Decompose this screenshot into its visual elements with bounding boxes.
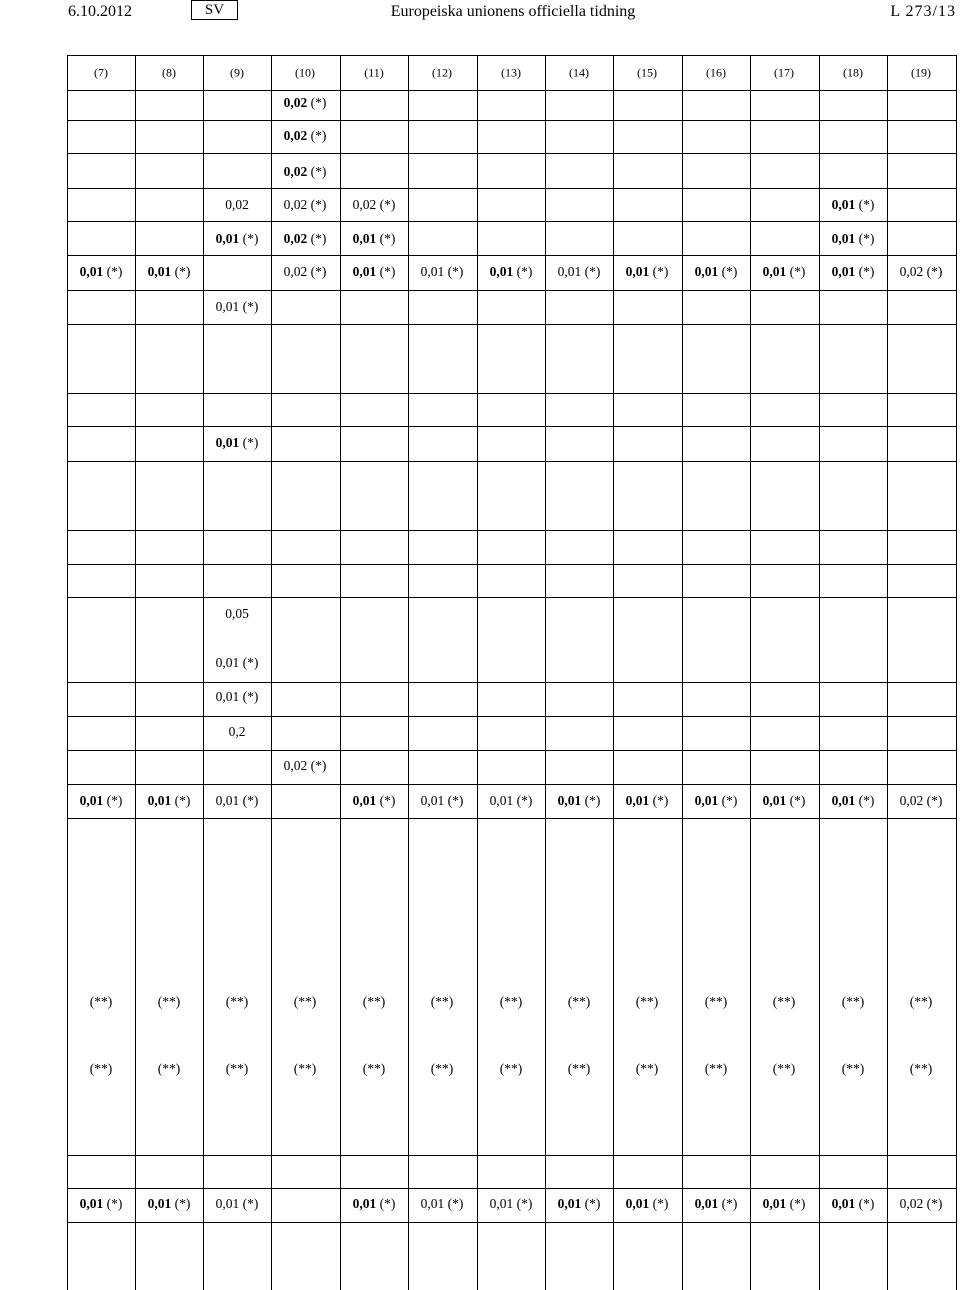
table-cell	[203, 606, 271, 622]
cell-value: 0,01	[215, 689, 240, 704]
table-cell	[271, 264, 339, 280]
row-rule	[67, 1188, 956, 1189]
table-cell	[203, 435, 271, 451]
cell-value: 0,01	[352, 1196, 377, 1211]
table-cell	[408, 793, 476, 809]
cell-value: (**)	[157, 994, 181, 1009]
cell-value: 0,01	[831, 197, 856, 212]
cell-value: (**)	[841, 994, 865, 1009]
table-cell	[819, 197, 887, 213]
cell-value: (**)	[499, 1061, 523, 1076]
cell-footnote-marker: (*)	[855, 1196, 875, 1211]
table-cell	[408, 264, 476, 280]
cell-footnote-marker: (*)	[855, 231, 875, 246]
row-rule	[67, 597, 956, 598]
cell-value: 0,01	[694, 793, 719, 808]
table-cell	[545, 264, 613, 280]
row-rule	[67, 750, 956, 751]
cell-value: 0,01	[694, 1196, 719, 1211]
cell-value: (**)	[89, 994, 113, 1009]
column-rule	[750, 55, 751, 1290]
cell-value: (**)	[225, 1061, 249, 1076]
column-header: (18)	[843, 65, 863, 80]
cell-footnote-marker: (*)	[786, 793, 806, 808]
table-cell	[682, 1196, 750, 1212]
row-rule	[67, 393, 956, 394]
table-cell	[203, 689, 271, 705]
table-cell	[271, 758, 339, 774]
column-rule	[682, 55, 683, 1290]
column-header: (16)	[706, 65, 726, 80]
cell-footnote-marker: (*)	[307, 164, 327, 179]
table-cell	[750, 793, 818, 809]
table-cell	[271, 128, 339, 144]
row-rule	[67, 255, 956, 256]
cell-footnote-marker: (*)	[444, 793, 464, 808]
cell-value: 0,01	[625, 1196, 650, 1211]
row-rule	[67, 461, 956, 462]
table-cell	[67, 793, 135, 809]
table-cell	[135, 793, 203, 809]
cell-value: 0,01	[557, 264, 582, 279]
column-rule	[887, 55, 888, 1290]
cell-value: 0,01	[831, 264, 856, 279]
table-cell	[203, 299, 271, 315]
cell-footnote-marker: (*)	[444, 1196, 464, 1211]
column-rule	[956, 55, 957, 1290]
table-cell	[271, 1061, 339, 1077]
table-cell	[203, 655, 271, 671]
cell-value: (**)	[157, 1061, 181, 1076]
cell-footnote-marker: (*)	[307, 758, 327, 773]
cell-footnote-marker: (*)	[513, 793, 533, 808]
cell-value: 0,01	[352, 231, 377, 246]
table-cell	[887, 793, 955, 809]
cell-footnote-marker: (*)	[855, 197, 875, 212]
cell-value: 0,01	[215, 655, 240, 670]
column-rule	[477, 55, 478, 1290]
table-cell	[750, 1196, 818, 1212]
table-cell	[340, 994, 408, 1010]
table-cell	[819, 793, 887, 809]
table-cell	[135, 1196, 203, 1212]
cell-value: 0,02	[283, 164, 308, 179]
table-cell	[545, 1061, 613, 1077]
row-rule	[67, 153, 956, 154]
row-rule	[67, 1222, 956, 1223]
table-cell	[340, 793, 408, 809]
cell-value: 0,02	[283, 231, 308, 246]
cell-footnote-marker: (*)	[376, 793, 396, 808]
cell-value: 0,01	[557, 793, 582, 808]
cell-value: 0,01	[762, 793, 787, 808]
cell-value: (**)	[704, 994, 728, 1009]
cell-value: 0,01	[420, 1196, 445, 1211]
column-header: (10)	[295, 65, 315, 80]
table-cell	[887, 994, 955, 1010]
cell-footnote-marker: (*)	[718, 264, 738, 279]
cell-value: 0,01	[762, 1196, 787, 1211]
cell-value: 0,01	[831, 793, 856, 808]
cell-value: (**)	[841, 1061, 865, 1076]
cell-value: (**)	[430, 1061, 454, 1076]
cell-footnote-marker: (*)	[581, 793, 601, 808]
cell-footnote-marker: (*)	[376, 264, 396, 279]
column-rule	[408, 55, 409, 1290]
column-header: (12)	[432, 65, 452, 80]
table-cell	[613, 1061, 681, 1077]
table-cell	[819, 264, 887, 280]
table-cell	[750, 1061, 818, 1077]
table-cell	[135, 1061, 203, 1077]
cell-value: (**)	[293, 994, 317, 1009]
cell-footnote-marker: (*)	[855, 264, 875, 279]
cell-value: 0,01	[215, 231, 240, 246]
cell-value: 0,01	[215, 435, 240, 450]
journal-title: Europeiska unionens officiella tidning	[390, 3, 636, 20]
table-cell	[477, 1196, 545, 1212]
header-rule	[67, 90, 956, 91]
cell-value: 0,01	[79, 264, 104, 279]
table-cell	[887, 1196, 955, 1212]
cell-footnote-marker: (*)	[718, 1196, 738, 1211]
cell-footnote-marker: (*)	[239, 1196, 259, 1211]
cell-footnote-marker: (*)	[649, 264, 669, 279]
cell-footnote-marker: (*)	[444, 264, 464, 279]
table-cell	[477, 994, 545, 1010]
column-header: (7)	[94, 65, 108, 80]
table-cell	[613, 994, 681, 1010]
column-rule	[67, 55, 68, 1290]
table-cell	[887, 264, 955, 280]
cell-value: 0,02	[283, 128, 308, 143]
cell-footnote-marker: (*)	[239, 793, 259, 808]
cell-footnote-marker: (*)	[718, 793, 738, 808]
cell-footnote-marker: (*)	[923, 793, 943, 808]
table-cell	[340, 1061, 408, 1077]
row-rule	[67, 426, 956, 427]
cell-value: (**)	[225, 994, 249, 1009]
table-cell	[340, 264, 408, 280]
table-cell	[340, 1196, 408, 1212]
cell-footnote-marker: (*)	[239, 435, 259, 450]
cell-footnote-marker: (*)	[649, 793, 669, 808]
cell-footnote-marker: (*)	[307, 231, 327, 246]
table-cell	[135, 264, 203, 280]
cell-value: 0,01	[147, 264, 172, 279]
cell-value: (**)	[293, 1061, 317, 1076]
cell-value: 0,01	[489, 264, 514, 279]
table-top-rule	[67, 55, 956, 56]
cell-footnote-marker: (*)	[239, 231, 259, 246]
cell-value: 0,2	[228, 724, 246, 739]
cell-footnote-marker: (*)	[376, 1196, 396, 1211]
table-cell	[477, 1061, 545, 1077]
cell-value: 0,01	[79, 1196, 104, 1211]
table-cell	[340, 231, 408, 247]
cell-value: 0,02	[899, 793, 924, 808]
cell-value: 0,01	[489, 793, 514, 808]
cell-value: 0,01	[420, 793, 445, 808]
cell-value: 0,02	[283, 197, 308, 212]
cell-footnote-marker: (*)	[581, 1196, 601, 1211]
column-header: (17)	[774, 65, 794, 80]
table-cell	[67, 1196, 135, 1212]
cell-value: 0,02	[283, 95, 308, 110]
cell-footnote-marker: (*)	[239, 689, 259, 704]
cell-footnote-marker: (*)	[171, 1196, 191, 1211]
publication-date: 6.10.2012	[68, 3, 132, 20]
cell-footnote-marker: (*)	[376, 231, 396, 246]
cell-value: 0,01	[625, 793, 650, 808]
cell-footnote-marker: (*)	[307, 95, 327, 110]
row-rule	[67, 682, 956, 683]
table-cell	[203, 1061, 271, 1077]
table-cell	[477, 264, 545, 280]
table-cell	[408, 994, 476, 1010]
table-cell	[67, 264, 135, 280]
cell-footnote-marker: (*)	[581, 264, 601, 279]
table-cell	[203, 724, 271, 740]
cell-value: 0,05	[225, 606, 249, 621]
cell-value: 0,01	[215, 299, 240, 314]
cell-footnote-marker: (*)	[786, 264, 806, 279]
table-cell	[819, 994, 887, 1010]
row-rule	[67, 818, 956, 819]
table-cell	[477, 793, 545, 809]
table-cell	[408, 1196, 476, 1212]
cell-footnote-marker: (*)	[307, 197, 327, 212]
table-cell	[545, 1196, 613, 1212]
table-cell	[203, 1196, 271, 1212]
column-header: (13)	[501, 65, 521, 80]
cell-footnote-marker: (*)	[103, 1196, 123, 1211]
table-cell	[545, 994, 613, 1010]
cell-value: 0,01	[420, 264, 445, 279]
table-cell	[271, 197, 339, 213]
cell-footnote-marker: (*)	[307, 128, 327, 143]
cell-value: 0,02	[899, 264, 924, 279]
row-rule	[67, 290, 956, 291]
table-cell	[613, 264, 681, 280]
cell-value: 0,01	[215, 1196, 240, 1211]
row-rule	[67, 120, 956, 121]
cell-value: (**)	[89, 1061, 113, 1076]
table-cell	[203, 793, 271, 809]
table-cell	[819, 231, 887, 247]
cell-footnote-marker: (*)	[513, 264, 533, 279]
table-cell	[67, 1061, 135, 1077]
cell-value: 0,01	[215, 793, 240, 808]
cell-value: 0,02	[283, 264, 308, 279]
column-header: (8)	[162, 65, 176, 80]
table-cell	[819, 1061, 887, 1077]
cell-value: 0,02	[352, 197, 377, 212]
row-rule	[67, 1155, 956, 1156]
table-cell	[750, 994, 818, 1010]
cell-value: (**)	[635, 1061, 659, 1076]
cell-footnote-marker: (*)	[239, 655, 259, 670]
cell-footnote-marker: (*)	[307, 264, 327, 279]
table-cell	[135, 994, 203, 1010]
cell-value: 0,02	[283, 758, 308, 773]
cell-footnote-marker: (*)	[923, 264, 943, 279]
cell-value: (**)	[704, 1061, 728, 1076]
cell-value: (**)	[567, 1061, 591, 1076]
column-header: (11)	[364, 65, 384, 80]
cell-value: 0,01	[625, 264, 650, 279]
cell-value: (**)	[635, 994, 659, 1009]
table-cell	[271, 164, 339, 180]
cell-value: 0,01	[831, 231, 856, 246]
cell-footnote-marker: (*)	[171, 793, 191, 808]
cell-value: 0,01	[79, 793, 104, 808]
cell-value: (**)	[772, 994, 796, 1009]
cell-value: (**)	[499, 994, 523, 1009]
cell-value: (**)	[909, 994, 933, 1009]
cell-value: 0,01	[147, 793, 172, 808]
language-badge: SV	[191, 0, 238, 20]
cell-footnote-marker: (*)	[786, 1196, 806, 1211]
row-rule	[67, 716, 956, 717]
cell-value: (**)	[430, 994, 454, 1009]
cell-footnote-marker: (*)	[171, 264, 191, 279]
cell-footnote-marker: (*)	[239, 299, 259, 314]
table-cell	[408, 1061, 476, 1077]
table-cell	[682, 264, 750, 280]
cell-footnote-marker: (*)	[923, 1196, 943, 1211]
row-rule	[67, 784, 956, 785]
table-cell	[203, 197, 271, 213]
cell-footnote-marker: (*)	[513, 1196, 533, 1211]
cell-footnote-marker: (*)	[376, 197, 396, 212]
row-rule	[67, 564, 956, 565]
cell-value: (**)	[362, 1061, 386, 1076]
cell-value: 0,01	[831, 1196, 856, 1211]
cell-value: 0,02	[225, 197, 249, 212]
page-reference: L 273/13	[890, 3, 956, 20]
table-cell	[271, 95, 339, 111]
table-cell	[819, 1196, 887, 1212]
table-cell	[887, 1061, 955, 1077]
table-cell	[67, 994, 135, 1010]
cell-value: 0,01	[557, 1196, 582, 1211]
column-header: (19)	[911, 65, 931, 80]
table-cell	[613, 793, 681, 809]
cell-value: (**)	[772, 1061, 796, 1076]
cell-value: 0,01	[762, 264, 787, 279]
column-header: (14)	[569, 65, 589, 80]
table-cell	[545, 793, 613, 809]
cell-value: 0,01	[352, 264, 377, 279]
table-cell	[203, 231, 271, 247]
column-rule	[135, 55, 136, 1290]
column-rule	[613, 55, 614, 1290]
table-cell	[682, 1061, 750, 1077]
cell-value: (**)	[567, 994, 591, 1009]
cell-footnote-marker: (*)	[103, 264, 123, 279]
table-cell	[750, 264, 818, 280]
table-cell	[271, 994, 339, 1010]
cell-value: (**)	[909, 1061, 933, 1076]
cell-value: 0,02	[899, 1196, 924, 1211]
row-rule	[67, 324, 956, 325]
table-cell	[203, 994, 271, 1010]
cell-value: (**)	[362, 994, 386, 1009]
table-cell	[271, 231, 339, 247]
column-header: (15)	[637, 65, 657, 80]
cell-footnote-marker: (*)	[649, 1196, 669, 1211]
cell-footnote-marker: (*)	[103, 793, 123, 808]
column-rule	[545, 55, 546, 1290]
table-cell	[682, 994, 750, 1010]
row-rule	[67, 530, 956, 531]
row-rule	[67, 188, 956, 189]
table-cell	[340, 197, 408, 213]
cell-value: 0,01	[352, 793, 377, 808]
table-cell	[682, 793, 750, 809]
cell-value: 0,01	[147, 1196, 172, 1211]
cell-footnote-marker: (*)	[855, 793, 875, 808]
cell-value: 0,01	[489, 1196, 514, 1211]
table-cell	[613, 1196, 681, 1212]
row-rule	[67, 221, 956, 222]
cell-value: 0,01	[694, 264, 719, 279]
column-header: (9)	[230, 65, 244, 80]
